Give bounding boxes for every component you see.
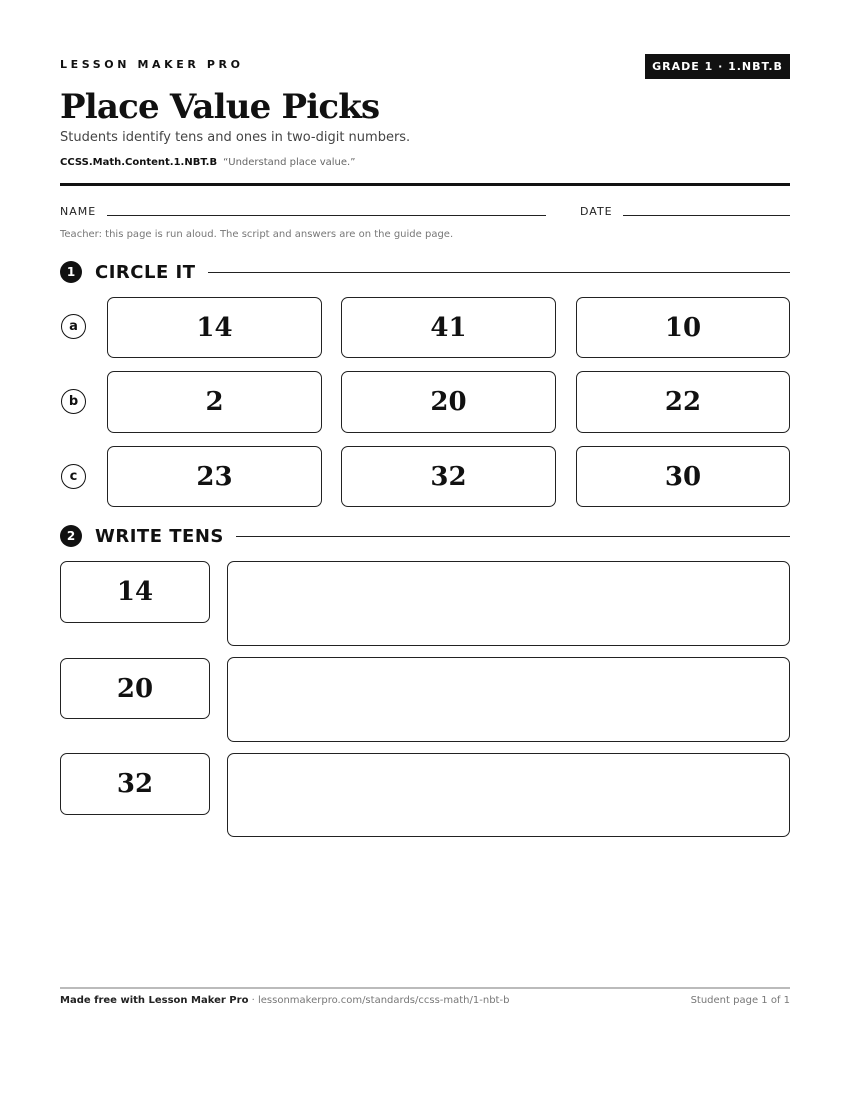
row-letter-a: a: [61, 314, 86, 339]
footer-credit: [60, 995, 509, 1006]
date-field[interactable]: [623, 215, 790, 216]
standard-line: [60, 157, 355, 168]
name-field[interactable]: [107, 215, 546, 216]
answer-box[interactable]: [227, 753, 790, 837]
row-letter-b: b: [61, 389, 86, 414]
section-number-badge: 1: [60, 261, 82, 283]
standard-code: CCSS.Math.Content.1.NBT.B: [60, 157, 218, 168]
number-choice[interactable]: 22: [576, 371, 790, 433]
section-number-badge: 2: [60, 525, 82, 547]
page-title: Place Value Picks: [60, 87, 380, 127]
prompt-number-card: 20: [60, 658, 210, 719]
grade-badge: GRADE 1 · 1.NBT.B: [645, 54, 790, 79]
teacher-note: Teacher: this page is run aloud. The script and answers are on the guide page.: [60, 229, 454, 240]
standard-description: “Understand place value.”: [223, 157, 356, 168]
number-choice[interactable]: 14: [107, 297, 322, 358]
prompt-number-card: 14: [60, 561, 210, 623]
brand-name: LESSON MAKER PRO: [60, 58, 244, 71]
section-write-tens-header: [60, 524, 790, 548]
number-choice[interactable]: 30: [576, 446, 790, 507]
section-rule: [236, 536, 790, 537]
prompt-number-card: 32: [60, 753, 210, 815]
number-choice[interactable]: 23: [107, 446, 322, 507]
section-title: WRITE TENS: [95, 525, 224, 547]
section-title: CIRCLE IT: [95, 261, 196, 283]
footer-made-with: Made free with Lesson Maker Pro: [60, 995, 249, 1006]
footer-url[interactable]: · lessonmakerpro.com/standards/ccss-math/1-nbt-b: [248, 995, 510, 1006]
footer-divider: [60, 987, 790, 989]
number-choice[interactable]: 10: [576, 297, 790, 358]
row-letter-c: c: [61, 464, 86, 489]
answer-box[interactable]: [227, 561, 790, 646]
number-choice[interactable]: 20: [341, 371, 556, 433]
number-choice[interactable]: 2: [107, 371, 322, 433]
header-divider: [60, 183, 790, 186]
section-rule: [208, 272, 791, 273]
answer-box[interactable]: [227, 657, 790, 742]
page-subtitle: Students identify tens and ones in two-digit numbers.: [60, 130, 411, 145]
number-choice[interactable]: 32: [341, 446, 556, 507]
section-circle-it-header: [60, 260, 790, 284]
footer-page-info: Student page 1 of 1: [690, 995, 790, 1006]
name-label: NAME: [60, 205, 97, 218]
date-label: DATE: [580, 205, 613, 218]
number-choice[interactable]: 41: [341, 297, 556, 358]
